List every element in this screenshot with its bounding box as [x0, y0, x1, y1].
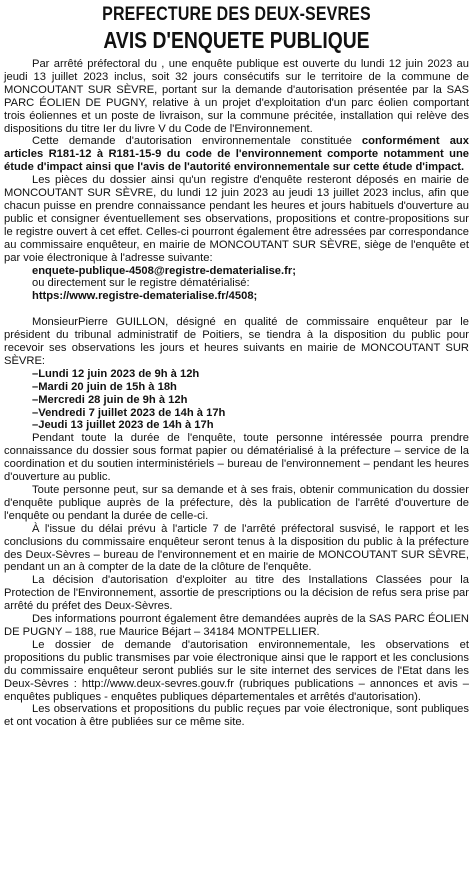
- permanence-date: –Jeudi 13 juillet 2023 de 14h à 17h: [32, 419, 214, 432]
- permanence-date: –Mardi 20 juin de 15h à 18h: [32, 380, 177, 393]
- permanence-date: –Mercredi 28 juin de 9h à 12h: [32, 393, 188, 406]
- paragraph-observations: Les observations et propositions du public reçues par voie électronique, sont publiques et ont vocation à être publiées sur ce même site.: [4, 703, 469, 729]
- paragraph-information: Des informations pourront également être demandées auprès de la SAS PARC ÉOLIEN DE PUGNY – 188, rue Maurice Béjart – 34184 MONTPELLIER.: [4, 613, 469, 638]
- paragraph-publication: Le dossier de demande d'autorisation environnementale, les observations et propositions du public transmises par voie électronique ainsi que le rapport et les conclusions du commissaire enquêteur seront publiés sur le site internet des services de l'Etat dans les Deux-Sèvres : http://www.deux-sevres.gouv.fr (rubriques publications – annonces et avis – enquêtes publiques - enquêtes publiques départementales et arrêtés d'autorisation).: [4, 638, 469, 703]
- paragraph-decision: La décision d'autorisation d'exploiter au titre des Installations Classées pour la Protection de l'Environnement, assortie de prescriptions ou la décision de refus sera prise par arrêté du préfet des Deux-Sèvres.: [4, 574, 469, 613]
- paragraph-opening: Par arrêté préfectoral du , une enquête publique est ouverte du lundi 12 juin 2023 au jeudi 13 juillet 2023 inclus, soit 32 jours consécutifs sur le territoire de la commune de MONCOUTANT SUR SÈVRE, portant sur la demande d'autorisation présentée par la SAS PARC ÉOLIEN DE PUGNY, relative à un projet d'exploitation d'un parc éolien comportant trois éoliennes et un poste de livraison, sur la commune précitée, installation qui relève des dispositions du titre Ier du livre V du Code de l'Environnement.: [4, 58, 469, 135]
- paragraph-report: À l'issue du délai prévu à l'article 7 de l'arrêté préfectoral susvisé, le rapport et les conclusions du commissaire enquêteur seront tenus à la disposition du public à la préfecture des Deux-Sèvres – bureau de l'environnement et en mairie de MONCOUTANT SUR SÈVRE, pendant un an à compter de la date de la clôture de l'enquête.: [4, 522, 469, 574]
- notice-title: AVIS D'ENQUETE PUBLIQUE: [103, 27, 370, 53]
- paragraph-communication: Toute personne peut, sur sa demande et à ses frais, obtenir communication du dossier d'enquête publique auprès de la préfecture, dès la publication de l'arrêté d'ouverture de l'enquête ou pendant la durée de celle-ci.: [4, 484, 469, 522]
- paragraph-authorization-text: Cette demande d'autorisation environnementale constituée: [32, 135, 362, 148]
- paragraph-commissioner: MonsieurPierre GUILLON, désigné en qualité de commissaire enquêteur par le président du tribunal administratif de Poitiers, se tiendra à la disposition du public pour recevoir ses observations les jours et heures suivants en mairie de MONCOUTANT SUR SÈVRE:: [4, 316, 469, 367]
- paragraph-dossier-deposit: Les pièces du dossier ainsi qu'un registre d'enquête resteront déposés en mairie de MONCOUTANT SUR SÈVRE, du lundi 12 juin 2023 au jeudi 13 juillet 2023 inclus, afin que chacun puisse en prendre connaissance pendant les heures et jours habituels d'ouverture au public et consigner éventuellement ses observations, propositions et contre-propositions sur le registre ouvert à cet effet. Celles-ci pourront également être adressées par correspondance au commissaire enquêteur, en mairie de MONCOUTANT SUR SÈVRE, siège de l'enquête et par voie électronique à l'adresse suivante:: [4, 174, 469, 264]
- permanence-date: –Vendredi 7 juillet 2023 de 14h à 17h: [32, 406, 226, 419]
- email-address: enquete-publique-4508@registre-dematerialise.fr;: [32, 264, 296, 277]
- register-url: https://www.registre-dematerialise.fr/4508;: [32, 290, 258, 303]
- paragraph-consultation: Pendant toute la durée de l'enquête, toute personne intéressée pourra prendre connaissance du dossier sous format papier ou dématérialisé à la préfecture – service de la coordination et du soutien interministériels – bureau de l'environnement – pendant les heures d'ouverture au public.: [4, 432, 469, 484]
- prefecture-heading: PREFECTURE DES DEUX-SEVRES: [102, 4, 371, 25]
- register-intro: ou directement sur le registre dématérialisé:: [32, 277, 250, 290]
- permanence-date: –Lundi 12 juin 2023 de 9h à 12h: [32, 367, 200, 380]
- paragraph-authorization-request: [4, 135, 469, 174]
- paragraph-authorization-bold: conformément aux articles R181-12 à R181-15-9 du code de l'environnement comporte notamment une étude d'impact ainsi que l'avis de l'autorité environnementale sur cette étude d'impact.: [4, 135, 469, 174]
